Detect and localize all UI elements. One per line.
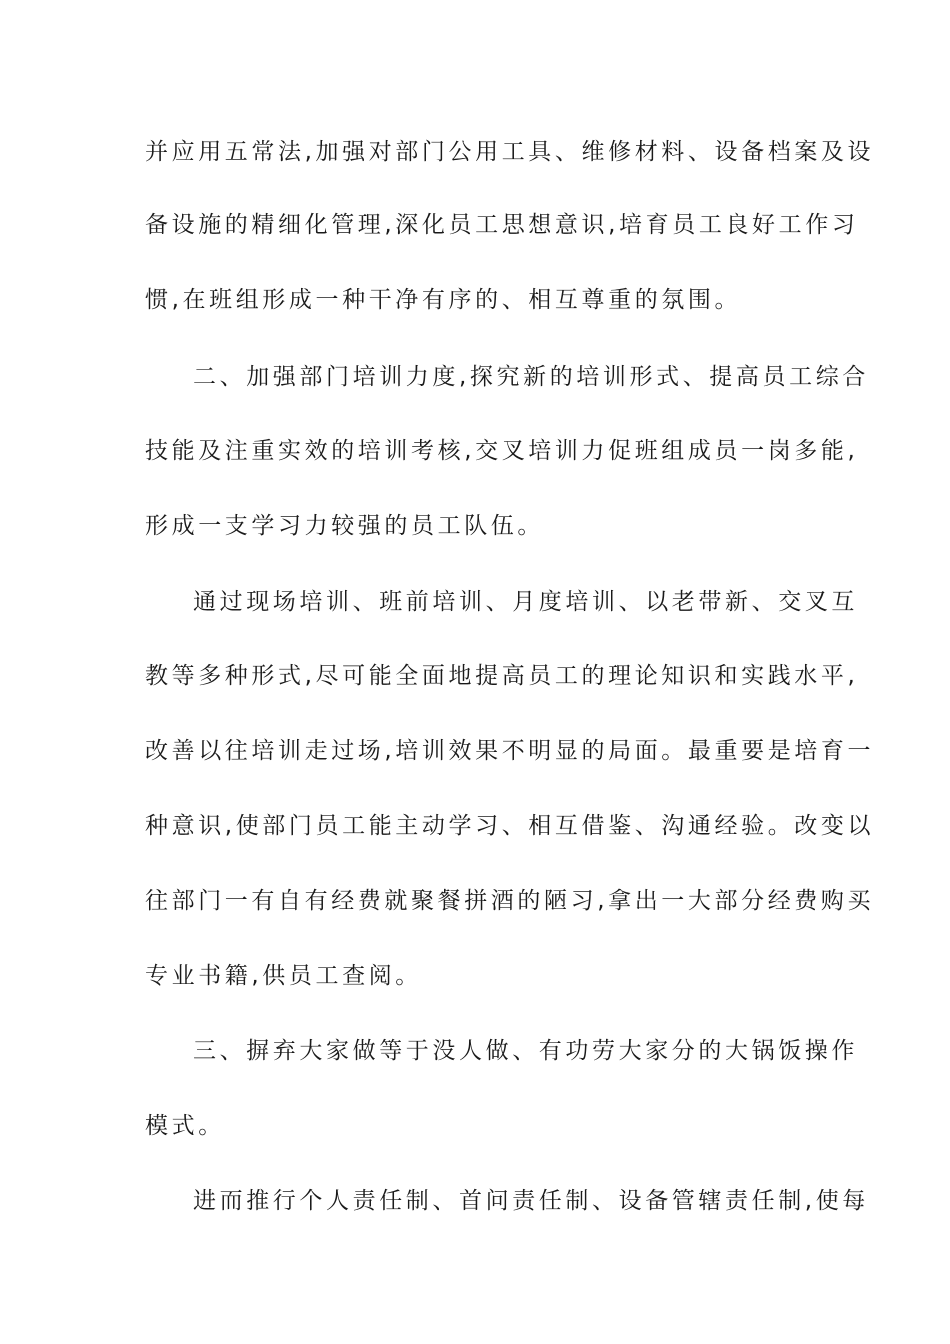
- paragraph-line: 并应用五常法,加强对部门公用工具、维修材料、设备档案及设: [145, 139, 875, 165]
- paragraph-line: 进而推行个人责任制、首问责任制、设备管辖责任制,使每: [193, 1188, 869, 1214]
- paragraph-line: 模式。: [145, 1113, 225, 1139]
- paragraph-line: 形成一支学习力较强的员工队伍。: [145, 513, 544, 539]
- paragraph-line: 教等多种形式,尽可能全面地提高员工的理论知识和实践水平,: [145, 663, 859, 689]
- paragraph-line: 专业书籍,供员工查阅。: [145, 963, 422, 989]
- paragraph-line: 技能及注重实效的培训考核,交叉培训力促班组成员一岗多能,: [145, 438, 859, 464]
- section-heading-line: 二、加强部门培训力度,探究新的培训形式、提高员工综合: [193, 364, 869, 390]
- paragraph-line: 改善以往培训走过场,培训效果不明显的局面。最重要是培育一: [145, 738, 875, 764]
- paragraph-line: 种意识,使部门员工能主动学习、相互借鉴、沟通经验。改变以: [145, 813, 875, 839]
- paragraph-line: 通过现场培训、班前培训、月度培训、以老带新、交叉互: [193, 589, 858, 615]
- paragraph-line: 往部门一有自有经费就聚餐拼酒的陋习,拿出一大部分经费购买: [145, 888, 875, 914]
- paragraph-line: 惯,在班组形成一种干净有序的、相互尊重的氛围。: [145, 287, 742, 313]
- section-heading-line: 三、摒弃大家做等于没人做、有功劳大家分的大锅饭操作: [193, 1038, 858, 1064]
- paragraph-line: 备设施的精细化管理,深化员工思想意识,培育员工良好工作习: [145, 212, 859, 238]
